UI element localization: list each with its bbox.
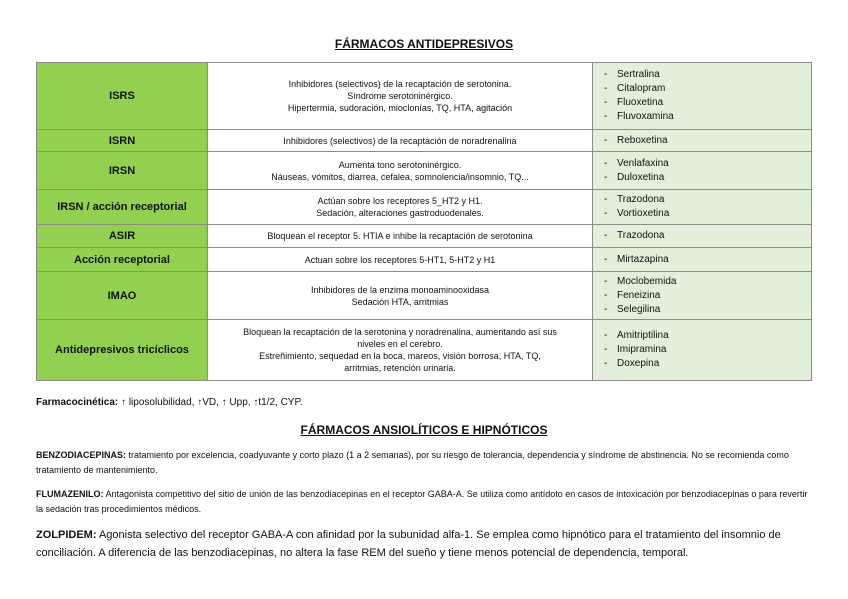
mechanism-cell [208, 225, 593, 248]
drug-examples-cell [593, 248, 812, 272]
drug-name: - Venlafaxina [617, 157, 811, 171]
drug-name: - Trazodona [617, 193, 811, 207]
drug-name: - Imipramina [617, 343, 811, 357]
paragraph-text: Agonista selectivo del receptor GABA-A con afinidad por la subunidad alfa-1. Se emplea como hipnótico para el tratamiento del insomnio de conciliación. A diferencia de las benzodiacepinas, no altera la fase REM del sueño y tiene menos potencial de dependencia, temporal. [36, 529, 781, 559]
drug-name: - Sertralina [617, 68, 811, 82]
drug-class-cell: IRSN / acción receptorial [37, 190, 208, 225]
drug-class-cell: IRSN [37, 152, 208, 190]
mechanism-cell [208, 320, 593, 381]
mechanism-cell [208, 248, 593, 272]
mechanism-line: Actúan sobre los receptores 5_HT2 y H1. [317, 196, 483, 206]
drug-examples-cell [593, 63, 812, 130]
drug-list [593, 229, 811, 243]
table-row [37, 152, 812, 190]
antidepressants-table [36, 62, 812, 381]
drug-list [593, 329, 811, 371]
drug-class-cell: Antidepresivos tricíclicos [37, 320, 208, 381]
mechanism-line: Náuseas, vómitos, diarrea, cefalea, somnolencia/insomnio, TQ... [271, 171, 529, 182]
drug-list [593, 68, 811, 124]
mechanism-cell [208, 130, 593, 152]
mechanism-line: Inhibidores (selectivos) de la recaptación de serotonina. [288, 79, 512, 89]
mechanism-cell [208, 190, 593, 225]
drug-examples-cell [593, 225, 812, 248]
title-ansioliticos: FÁRMACOS ANSIOLÍTICOS E HIPNÓTICOS [300, 423, 548, 437]
table-row [37, 130, 812, 152]
mechanism-line: Sedación HTA, arritmias [351, 296, 449, 307]
mechanism-line: Inhibidores (selectivos) de la recaptación de noradrenalina [283, 135, 517, 146]
paragraph-text: tratamiento por excelencia, coadyuvante y corto plazo (1 a 2 semanas), por su riesgo de tolerancia, dependencia y síndrome de abstinencia. No se recomienda como tratamiento de mantenimiento. [36, 450, 789, 475]
mechanism-line: Hipertermia, sudoración, mioclonías, TQ, HTA, agitación [287, 103, 513, 113]
title-antidepresivos: FÁRMACOS ANTIDEPRESIVOS [334, 37, 514, 51]
table-row [37, 272, 812, 320]
drug-name: - Amitriptilina [617, 329, 811, 343]
drug-examples-cell [593, 130, 812, 152]
drug-class-cell: ASIR [37, 225, 208, 248]
drug-list [593, 253, 811, 267]
mechanism-line: Bloquean el receptor 5. HTIA e inhibe la recaptación de serotonina [267, 231, 533, 241]
mechanism-line: Sedación, alteraciones gastroduodenales. [316, 208, 484, 218]
mechanism-line: Bloquean la recaptación de la serotonina y noradrenalina, aumentando así sus [243, 327, 557, 337]
drug-name: - Moclobemida [617, 275, 811, 289]
paragraph-label: ZOLPIDEM: [36, 529, 97, 541]
flumazenilo-paragraph [36, 487, 812, 517]
mechanism-cell [208, 272, 593, 320]
drug-examples-cell [593, 272, 812, 320]
table-row [37, 225, 812, 248]
drug-list [593, 275, 811, 317]
drug-name: - Fluoxetina [617, 96, 811, 110]
table-row [37, 320, 812, 381]
drug-name: - Selegilina [617, 303, 811, 317]
drug-name: - Doxepina [617, 357, 811, 371]
mechanism-line: Actuan sobre los receptores 5-HT1, 5-HT2 y H1 [304, 254, 496, 265]
drug-list [593, 157, 811, 185]
drug-name: - Reboxetina [617, 134, 811, 148]
mechanism-cell [208, 63, 593, 130]
mechanism-line: Estreñimiento, sequedad en la boca, mareos, visión borrosa, HTA, TQ, [259, 351, 541, 361]
mechanism-line: niveles en el cerebro. [357, 339, 443, 349]
drug-class-cell: ISRS [37, 63, 208, 130]
drug-class-cell: IMAO [37, 272, 208, 320]
table-row [37, 190, 812, 225]
drug-class-cell: ISRN [37, 130, 208, 152]
mechanism-line: Inhibidores de la enzima monoaminooxidasa [310, 284, 490, 295]
benzodiacepinas-paragraph [36, 448, 812, 478]
paragraph-text: Antagonista competitivo del sitio de unión de las benzodiacepinas en el receptor GABA-A. Se utiliza como antídoto en casos de intoxicación por benzodiacepinas o para revertir la sedación tras procedimientos médicos. [36, 489, 808, 514]
drug-name: - Citalopram [617, 82, 811, 96]
drug-examples-cell [593, 152, 812, 190]
drug-list [593, 134, 811, 148]
drug-class-cell: Acción receptorial [37, 248, 208, 272]
farmacocinetica-text: ↑ liposolubilidad, ↑VD, ↑ Upp, ↑t1/2, CYP. [121, 397, 303, 408]
mechanism-cell [208, 152, 593, 190]
drug-name: - Mirtazapina [617, 253, 811, 267]
drug-name: - Trazodona [617, 229, 811, 243]
mechanism-line: Aumenta tono serotoninérgico. [338, 159, 462, 170]
drug-name: - Fluvoxamina [617, 110, 811, 124]
mechanism-line: Síndrome serotoninérgico. [347, 91, 453, 101]
farmacocinetica-note [36, 397, 303, 408]
table-row [37, 248, 812, 272]
mechanism-line: arritmias, retención urinaria. [344, 363, 456, 373]
drug-examples-cell [593, 320, 812, 381]
paragraph-label: FLUMAZENILO: [36, 489, 104, 499]
drug-name: - Duloxetina [617, 171, 811, 185]
drug-name: - Vortioxetina [617, 207, 811, 221]
drug-name: - Feneizina [617, 289, 811, 303]
drug-examples-cell [593, 190, 812, 225]
farmacocinetica-label: Farmacocinética: [36, 397, 119, 408]
table-row [37, 63, 812, 130]
paragraph-label: BENZODIACEPINAS: [36, 450, 127, 460]
zolpidem-paragraph [36, 526, 812, 562]
drug-list [593, 193, 811, 221]
